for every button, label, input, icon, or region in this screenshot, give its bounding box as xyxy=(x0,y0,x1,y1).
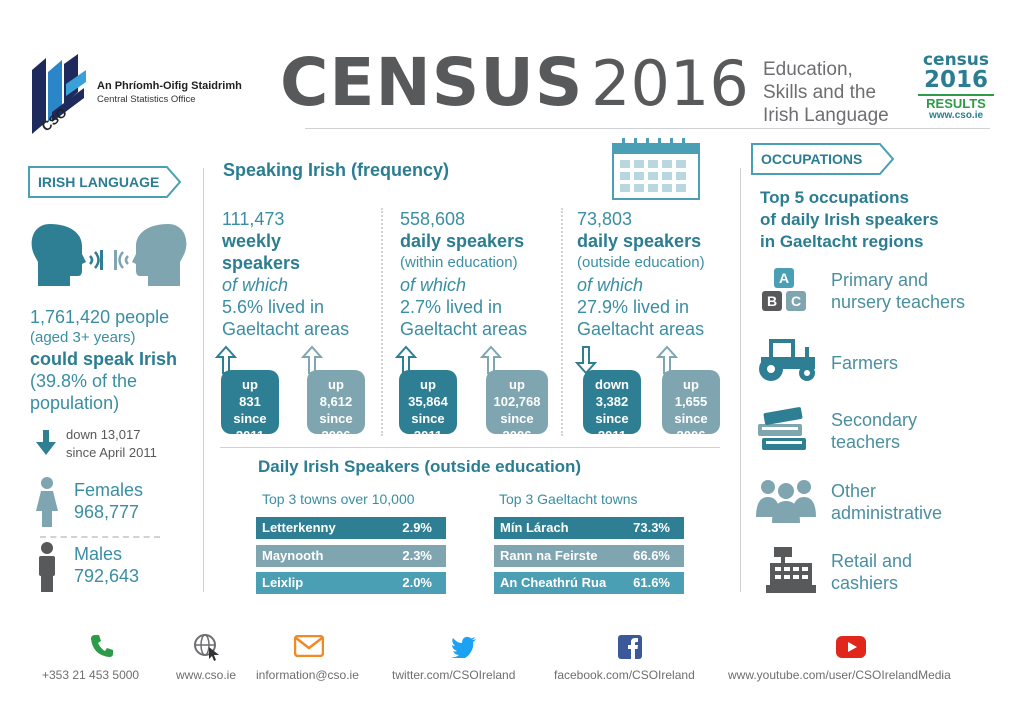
subtitle xyxy=(763,58,889,127)
badge-line3: RESULTS xyxy=(918,94,994,110)
occupation-item xyxy=(831,269,965,313)
stat-areas: Gaeltacht areas xyxy=(577,319,705,339)
census-title: CENSUS xyxy=(280,44,584,121)
gaeltacht-heading: Top 3 Gaeltacht towns xyxy=(499,491,638,507)
pill-since: since xyxy=(595,411,629,426)
people-group-icon xyxy=(754,477,818,528)
website-link[interactable]: www.cso.ie xyxy=(176,668,237,682)
pill-year: 2011 xyxy=(413,428,443,443)
people-aged: (aged 3+ years) xyxy=(30,329,136,346)
change-pill xyxy=(583,370,641,443)
pill-since: since xyxy=(500,411,534,426)
occupation-line: teachers xyxy=(831,432,901,452)
occupation-item xyxy=(831,550,912,594)
town-row xyxy=(256,517,446,539)
down-since-2011 xyxy=(66,426,157,462)
occupation-line: Farmers xyxy=(831,353,898,373)
down-value: down 13,017 xyxy=(66,427,141,442)
gaeltacht-row xyxy=(494,517,684,539)
stat-of-which: of which xyxy=(222,275,289,295)
stat-number: 111,473 xyxy=(222,209,285,229)
occupation-line: Secondary xyxy=(831,410,918,430)
cso-logo xyxy=(28,52,90,134)
block-a: A xyxy=(774,268,794,288)
town-name: Letterkenny xyxy=(262,520,336,535)
stat-bold: speakers xyxy=(222,253,301,273)
org-name-english: Central Statistics Office xyxy=(97,94,196,105)
irish-language-tag-label: IRISH LANGUAGE xyxy=(38,174,160,190)
pill-value: 35,864 xyxy=(408,394,448,409)
census-year: 2016 xyxy=(591,47,749,120)
gaeltacht-name: An Cheathrú Rua xyxy=(500,575,607,590)
irish-speakers-stat xyxy=(30,306,205,414)
pill-dir: up xyxy=(683,377,699,392)
facebook-link[interactable]: facebook.com/CSOIreland xyxy=(554,668,695,682)
header-divider xyxy=(305,128,990,129)
gender-divider xyxy=(40,536,160,538)
pill-since: since xyxy=(411,411,445,426)
gaeltacht-value: 73.3% xyxy=(633,520,670,535)
daily-within-education-stat xyxy=(400,208,575,340)
pill-year: 2006 xyxy=(502,428,532,443)
occupation-item xyxy=(831,352,898,374)
down-arrow-icon xyxy=(36,430,56,461)
occupation-line: Primary and xyxy=(831,270,929,290)
stat-number: 558,608 xyxy=(400,209,466,229)
facebook-icon xyxy=(618,635,642,664)
gaeltacht-row xyxy=(494,545,684,567)
change-pill xyxy=(221,370,279,443)
email-link[interactable]: information@cso.ie xyxy=(256,668,359,682)
female-icon xyxy=(34,477,60,534)
people-count: 1,761,420 people xyxy=(30,307,170,327)
change-pill xyxy=(662,370,720,443)
town-row xyxy=(256,545,446,567)
occupation-line: cashiers xyxy=(831,573,899,593)
subtitle-line: Education, xyxy=(763,59,853,80)
pill-dir: up xyxy=(420,377,436,392)
stat-bold: daily speakers xyxy=(577,231,702,251)
down-since: since April 2011 xyxy=(66,445,157,460)
globe-icon xyxy=(193,633,221,666)
town-name: Maynooth xyxy=(262,548,324,563)
census-results-badge xyxy=(918,50,994,121)
calendar-icon xyxy=(612,136,700,205)
pill-dir: up xyxy=(509,377,525,392)
badge-line1: census xyxy=(922,50,990,70)
pill-value: 102,768 xyxy=(493,394,541,409)
population-percent: (39.8% of the xyxy=(30,371,138,391)
occupations-tag-label: OCCUPATIONS xyxy=(761,151,863,167)
badge-line2: 2016 xyxy=(923,67,988,93)
stat-paren: (outside education) xyxy=(577,254,705,271)
town-row xyxy=(256,572,446,594)
org-name-irish: An Phríomh-Oifig Staidrimh xyxy=(97,80,242,92)
daily-outside-education-stat xyxy=(577,208,737,340)
email-icon xyxy=(294,635,324,662)
pill-dir: up xyxy=(328,377,344,392)
heading-line: Top 5 occupations xyxy=(760,188,909,207)
right-divider xyxy=(740,168,741,592)
females-value: 968,777 xyxy=(74,502,140,522)
stat-of-which: of which xyxy=(577,275,644,295)
town-name: Leixlip xyxy=(262,575,304,590)
irish-language-tag xyxy=(28,166,166,198)
block-b: B xyxy=(762,291,782,311)
pill-year: 2011 xyxy=(235,428,265,443)
phone-icon xyxy=(89,633,115,664)
heading-line: of daily Irish speakers xyxy=(760,210,939,229)
occupation-line: Retail and xyxy=(831,551,913,571)
stat-bold: daily speakers xyxy=(400,231,525,251)
occupation-item xyxy=(831,409,917,453)
left-divider xyxy=(203,168,204,592)
stat-bold: weekly xyxy=(222,231,282,251)
youtube-link[interactable]: www.youtube.com/user/CSOIrelandMedia xyxy=(728,668,951,682)
speaking-irish-title: Speaking Irish (frequency) xyxy=(223,160,450,180)
population-word: population) xyxy=(30,393,120,413)
town-value: 2.3% xyxy=(402,548,432,563)
cash-register-icon xyxy=(766,545,816,598)
gaeltacht-value: 61.6% xyxy=(633,575,670,590)
stat-lived: 27.9% lived in xyxy=(577,297,690,317)
pill-since: since xyxy=(319,411,353,426)
pill-year: 2011 xyxy=(597,428,627,443)
occupations-heading xyxy=(760,187,939,253)
gaeltacht-row xyxy=(494,572,684,594)
stat-areas: Gaeltacht areas xyxy=(400,319,528,339)
town-value: 2.9% xyxy=(402,520,432,535)
col-divider-2 xyxy=(561,208,563,436)
daily-speakers-title: Daily Irish Speakers (outside education) xyxy=(258,457,582,476)
pill-since: since xyxy=(674,411,708,426)
stat-paren: (within education) xyxy=(400,254,518,271)
pill-dir: up xyxy=(242,377,258,392)
occupation-line: Other xyxy=(831,481,877,501)
pill-value: 1,655 xyxy=(674,394,708,409)
gaeltacht-name: Mín Lárach xyxy=(500,520,569,535)
cso-logo-text: CSO xyxy=(38,104,70,135)
change-pill xyxy=(307,370,365,443)
pill-value: 3,382 xyxy=(595,394,629,409)
pill-year: 2006 xyxy=(676,428,706,443)
males-value: 792,643 xyxy=(74,566,140,586)
pill-value: 8,612 xyxy=(319,394,353,409)
stat-of-which: of which xyxy=(400,275,467,295)
occupations-tag xyxy=(751,143,879,175)
occupation-line: administrative xyxy=(831,503,943,523)
occupation-item xyxy=(831,480,942,524)
mid-divider xyxy=(220,447,720,448)
occupation-line: nursery teachers xyxy=(831,292,966,312)
males-label: Males xyxy=(74,544,123,564)
change-pill xyxy=(399,370,457,443)
gaeltacht-value: 66.6% xyxy=(633,548,670,563)
twitter-link[interactable]: twitter.com/CSOIreland xyxy=(392,668,516,682)
pill-value: 831 xyxy=(239,394,261,409)
subtitle-line: Skills and the xyxy=(763,82,877,103)
females-label: Females xyxy=(74,480,144,500)
town-value: 2.0% xyxy=(402,575,432,590)
stat-areas: Gaeltacht areas xyxy=(222,319,350,339)
weekly-speakers-stat xyxy=(222,208,382,340)
towns-heading: Top 3 towns over 10,000 xyxy=(262,491,415,507)
youtube-icon xyxy=(836,636,866,663)
stat-lived: 5.6% lived in xyxy=(222,297,325,317)
twitter-icon xyxy=(451,636,477,663)
heading-line: in Gaeltacht regions xyxy=(760,232,924,251)
stat-lived: 2.7% lived in xyxy=(400,297,503,317)
subtitle-line: Irish Language xyxy=(763,105,889,126)
pill-since: since xyxy=(233,411,267,426)
col-divider-1 xyxy=(381,208,383,436)
tractor-icon xyxy=(755,337,819,388)
gaeltacht-name: Rann na Feirste xyxy=(500,548,598,563)
speaking-heads-icon xyxy=(28,220,190,292)
pill-dir: down xyxy=(595,377,629,392)
stat-number: 73,803 xyxy=(577,209,633,229)
could-speak-irish: could speak Irish xyxy=(30,349,178,369)
change-pill xyxy=(486,370,548,443)
male-icon xyxy=(34,542,60,599)
books-icon xyxy=(756,404,808,457)
abc-blocks-icon xyxy=(760,268,810,316)
badge-line4: www.cso.ie xyxy=(928,110,984,121)
pill-year: 2006 xyxy=(321,428,351,443)
block-c: C xyxy=(786,291,806,311)
phone-number[interactable]: +353 21 453 5000 xyxy=(42,668,140,682)
